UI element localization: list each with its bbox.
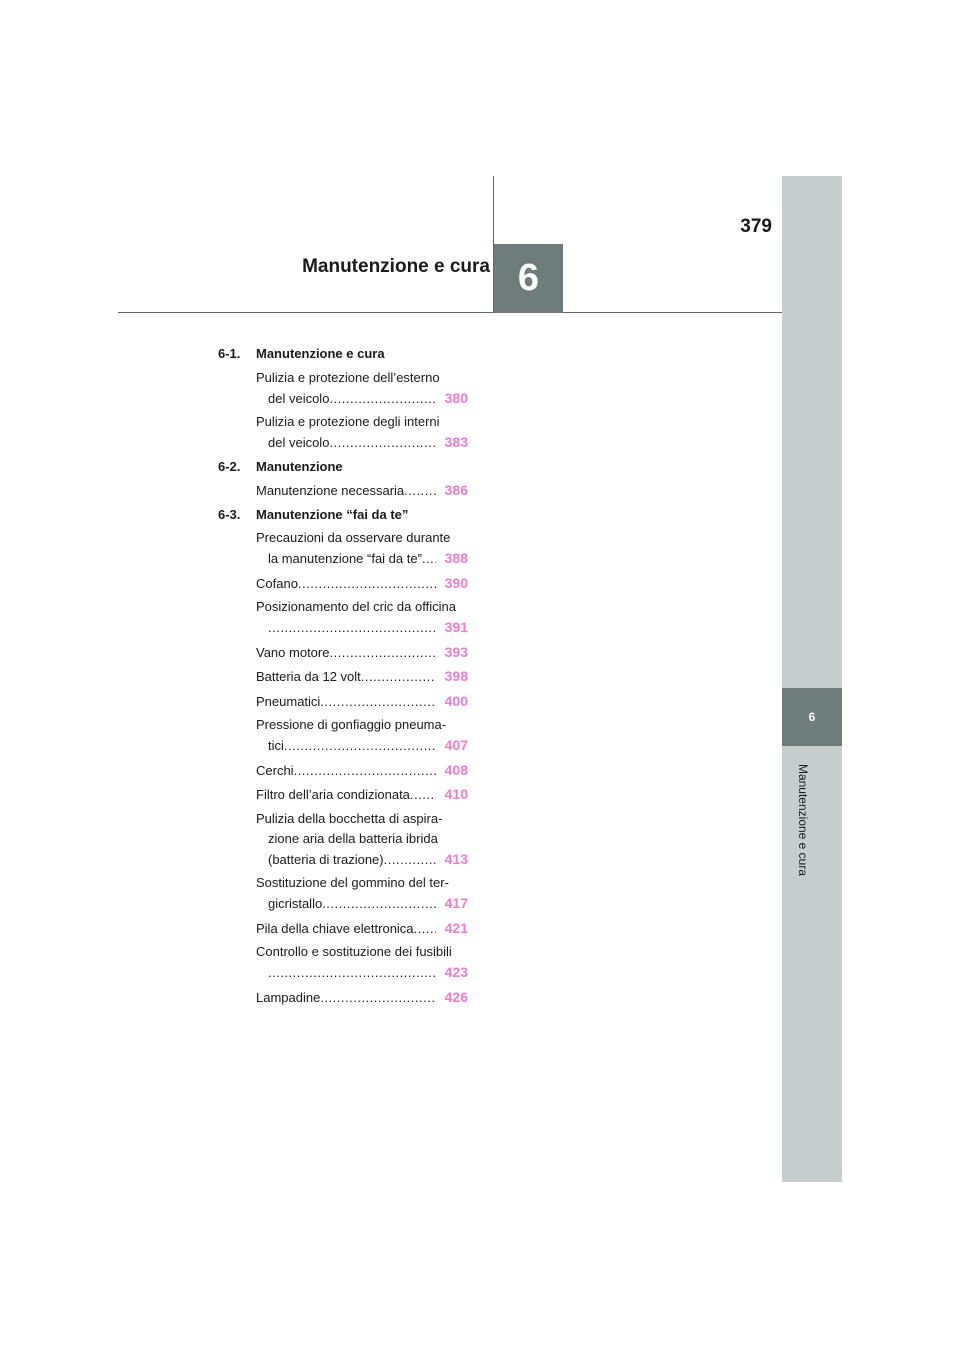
toc-section-title: Manutenzione “fai da te” [256, 506, 409, 522]
toc-page-link[interactable]: 398 [444, 668, 468, 684]
toc-entry-text: Pila della chiave elettronica [256, 920, 414, 936]
toc-page-link[interactable]: 391 [444, 619, 468, 635]
toc-leader-dots [329, 643, 436, 663]
toc-entry[interactable] [256, 784, 468, 809]
toc-entry-text: Pulizia e protezione degli interni [256, 414, 440, 429]
toc-entry-text: zione aria della batteria ibrida [268, 830, 438, 846]
toc-entry[interactable] [256, 528, 468, 573]
toc-entry[interactable] [256, 573, 468, 598]
toc-entry[interactable] [256, 412, 468, 457]
toc-entry-text: Posizionamento del cric da officina [256, 599, 456, 614]
toc-entry-text: Sostituzione del gommino del ter- [256, 875, 449, 890]
toc-entry-text: la manutenzione “fai da te” [268, 551, 422, 566]
toc-page-link[interactable]: 423 [444, 964, 468, 980]
toc-page-link[interactable]: 390 [444, 574, 468, 591]
header-horizontal-rule [118, 312, 783, 313]
toc-leader-dots [294, 761, 436, 781]
toc-section-number: 6-3. [218, 506, 241, 522]
toc-leader-dots [384, 850, 436, 870]
toc-section-number: 6-1. [218, 346, 241, 361]
toc-entry-text: Manutenzione necessaria [256, 483, 405, 498]
toc-page-link[interactable]: 410 [444, 786, 468, 802]
toc-leader-dots [322, 894, 436, 914]
toc-leader-dots [404, 481, 436, 501]
toc-page-link[interactable]: 408 [444, 761, 468, 778]
toc-entry-text: Controllo e sostituzione dei fusibili [256, 944, 452, 959]
toc-section-title: Manutenzione e cura [256, 346, 385, 361]
toc-entry-text: Pulizia e protezione dell’esterno [256, 369, 440, 385]
chapter-side-bar [782, 176, 842, 1182]
toc-page-link[interactable]: 407 [444, 737, 468, 753]
toc-entry[interactable] [256, 873, 468, 918]
toc-leader-dots [361, 667, 436, 687]
toc-page-link[interactable]: 400 [444, 692, 468, 709]
toc-entry-text: tici [268, 738, 284, 753]
toc-page-link[interactable]: 421 [444, 919, 468, 936]
toc-entry-text: gicristallo [268, 896, 323, 911]
page-number: 379 [740, 216, 772, 237]
toc-leader-dots [422, 549, 436, 569]
toc-entry[interactable] [256, 987, 468, 1012]
toc-leader-dots [284, 736, 436, 756]
toc-section [218, 457, 468, 481]
toc-section-title: Manutenzione [256, 458, 343, 474]
toc-leader-dots [329, 389, 436, 409]
toc-entry-text: del veicolo [268, 435, 330, 450]
toc-leader-dots [268, 618, 436, 638]
toc-page-link[interactable]: 380 [444, 389, 468, 406]
toc-entry[interactable] [256, 809, 468, 874]
toc-entry-text: del veicolo [268, 390, 330, 406]
toc-leader-dots [268, 963, 436, 983]
toc-page-link[interactable]: 417 [444, 895, 468, 911]
toc-leader-dots [414, 919, 436, 939]
chapter-title: Manutenzione e cura [302, 256, 490, 277]
toc-section [218, 344, 468, 368]
chapter-side-tab[interactable]: 6 [782, 688, 842, 746]
toc-entry-text: Lampadine [256, 989, 321, 1005]
chapter-side-label: Manutenzione e cura [796, 763, 810, 877]
toc-leader-dots [320, 692, 436, 712]
toc-entry[interactable] [256, 480, 468, 505]
toc-entry[interactable] [256, 715, 468, 760]
toc-entry-text: Pressione di gonfiaggio pneuma- [256, 717, 447, 732]
chapter-number-box: 6 [494, 244, 563, 313]
toc-entry[interactable] [256, 642, 468, 667]
toc-leader-dots [410, 785, 436, 805]
toc-entry-text: Vano motore [256, 644, 330, 660]
table-of-contents [218, 344, 468, 1011]
toc-entry[interactable] [256, 666, 468, 691]
toc-entry-text: Precauzioni da osservare durante [256, 530, 451, 545]
toc-page-link[interactable]: 388 [444, 550, 468, 566]
toc-leader-dots [320, 988, 436, 1008]
toc-page-link[interactable]: 383 [444, 434, 468, 450]
toc-entry[interactable] [256, 942, 468, 987]
toc-entry-text: Cerchi [256, 762, 294, 778]
toc-entry[interactable] [256, 691, 468, 716]
toc-entry-text: Filtro dell’aria condizionata [256, 787, 410, 802]
toc-page-link[interactable]: 413 [444, 850, 468, 867]
toc-entry[interactable] [256, 918, 468, 943]
toc-entry-text: Cofano [256, 575, 298, 591]
toc-entry-text: Batteria da 12 volt [256, 669, 361, 684]
toc-entry-text: (batteria di trazione) [268, 851, 384, 867]
toc-entry[interactable] [256, 760, 468, 785]
toc-section [218, 505, 468, 529]
toc-section-number: 6-2. [218, 458, 241, 474]
toc-leader-dots [329, 433, 436, 453]
toc-entry-text: Pneumatici [256, 693, 321, 709]
toc-entry[interactable] [256, 597, 468, 642]
toc-page-link[interactable]: 386 [444, 482, 468, 498]
toc-page-link[interactable]: 426 [444, 988, 468, 1005]
toc-entry-text: Pulizia della bocchetta di aspira- [256, 810, 443, 826]
toc-entry[interactable] [256, 368, 468, 413]
toc-page-link[interactable]: 393 [444, 643, 468, 660]
toc-leader-dots [298, 574, 436, 594]
